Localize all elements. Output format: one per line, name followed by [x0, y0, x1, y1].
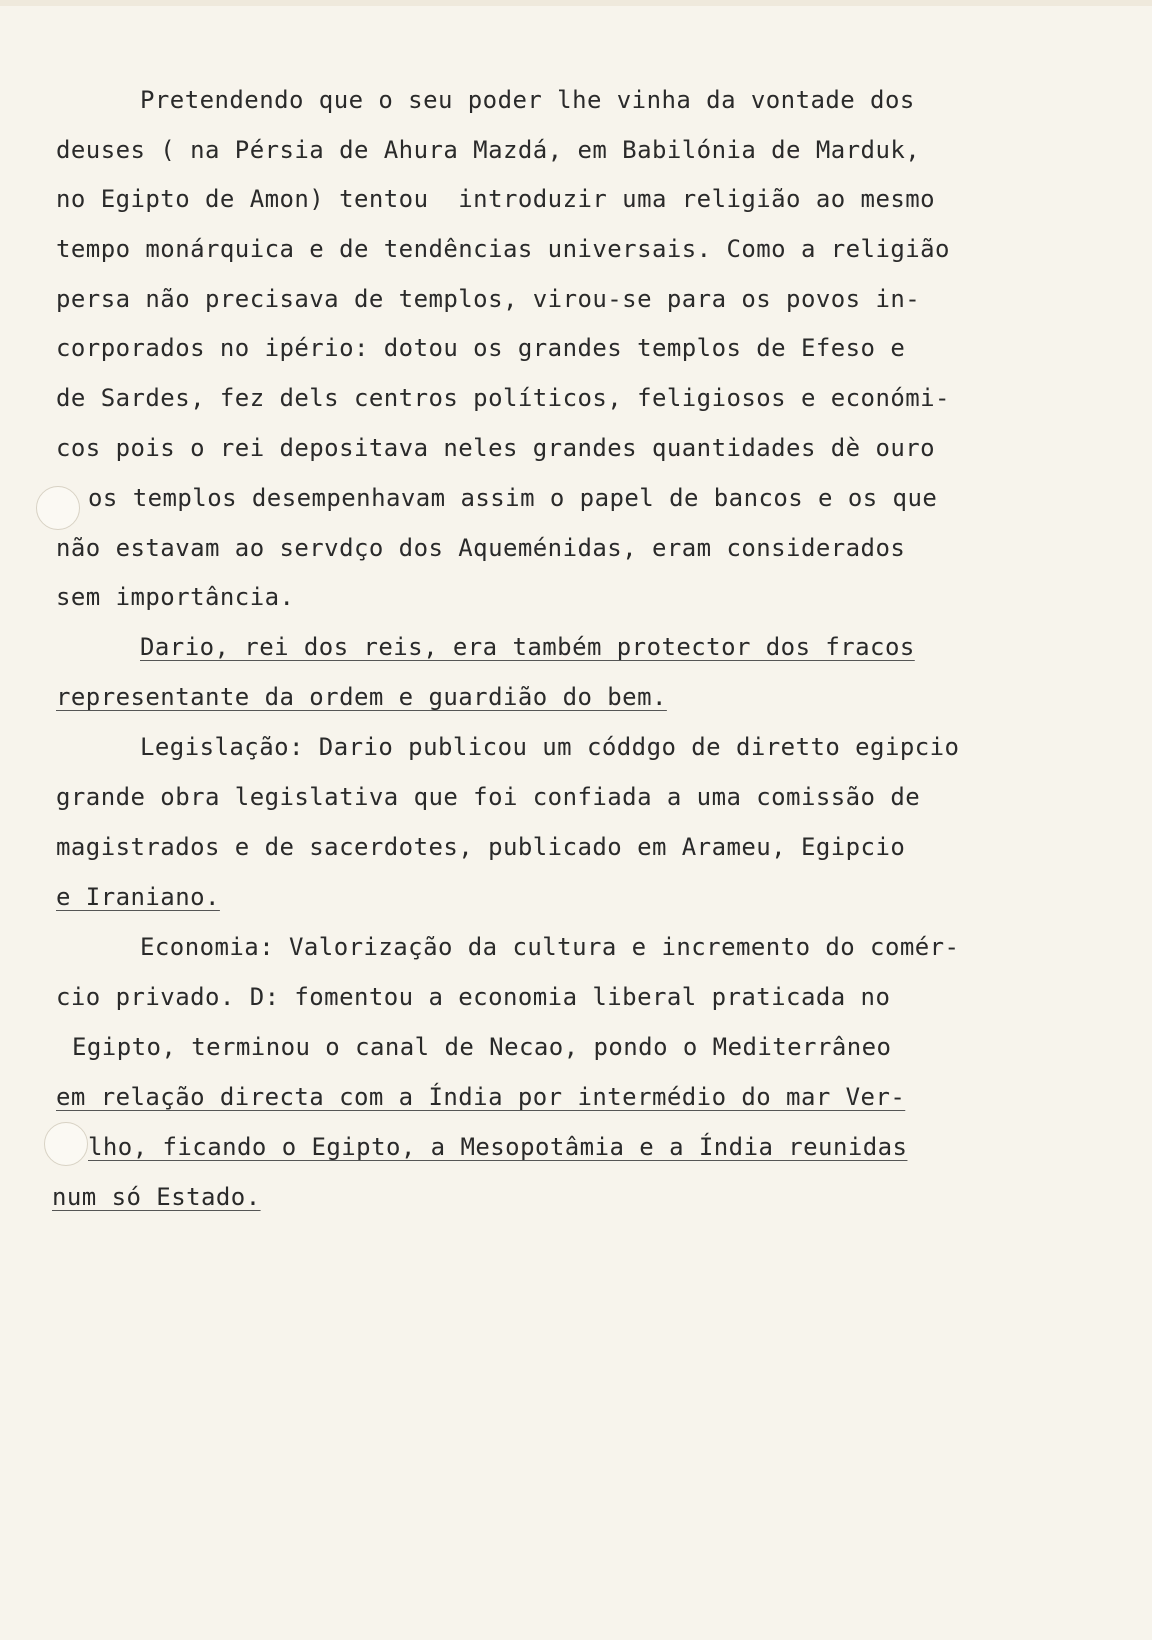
text-line: não estavam ao servdço dos Aqueménidas, eram considerados	[56, 534, 906, 562]
text-line: Legislação: Dario publicou um códdgo de diretto egipcio	[140, 733, 960, 761]
text-line: deuses ( na Pérsia de Ahura Mazdá, em Babilónia de Marduk,	[56, 136, 921, 164]
text-line: tempo monárquica e de tendências universais. Como a religião	[56, 235, 950, 263]
text-line-underlined: Dario, rei dos reis, era também protector dos fracos	[140, 633, 915, 661]
text-line: no Egipto de Amon) tentou introduzir uma religião ao mesmo	[56, 185, 936, 213]
text-line: Egipto, terminou o canal de Necao, pondo o Mediterrâneo	[72, 1033, 892, 1061]
text-line: sem importância.	[56, 583, 295, 611]
text-line-underlined: num só Estado.	[52, 1183, 261, 1211]
text-line-underlined: representante da ordem e guardião do bem.	[56, 683, 667, 711]
punch-hole-top	[36, 486, 80, 530]
text-line: corporados no ipério: dotou os grandes templos de Efeso e	[56, 334, 906, 362]
text-line-underlined: em relação directa com a Índia por intermédio do mar Ver-	[56, 1083, 906, 1111]
punch-hole-bottom	[44, 1122, 88, 1166]
text-line: persa não precisava de templos, virou-se para os povos in-	[56, 285, 921, 313]
text-line: magistrados e de sacerdotes, publicado em Arameu, Egipcio	[56, 833, 906, 861]
text-line: Economia: Valorização da cultura e incremento do comér-	[140, 933, 960, 961]
text-line-underlined: e Iraniano.	[56, 883, 220, 911]
text-line-underlined: lho, ficando o Egipto, a Mesopotâmia e a Índia reunidas	[88, 1133, 908, 1161]
text-line: cos pois o rei depositava neles grandes quantidades dè ouro	[56, 434, 936, 462]
text-line: grande obra legislativa que foi confiada a uma comissão de	[56, 783, 921, 811]
text-line: cio privado. D: fomentou a economia liberal praticada no	[56, 983, 891, 1011]
text-line: de Sardes, fez dels centros políticos, feligiosos e económi-	[56, 384, 950, 412]
text-line: os templos desempenhavam assim o papel de bancos e os que	[88, 484, 938, 512]
text-line: Pretendendo que o seu poder lhe vinha da vontade dos	[140, 86, 915, 114]
